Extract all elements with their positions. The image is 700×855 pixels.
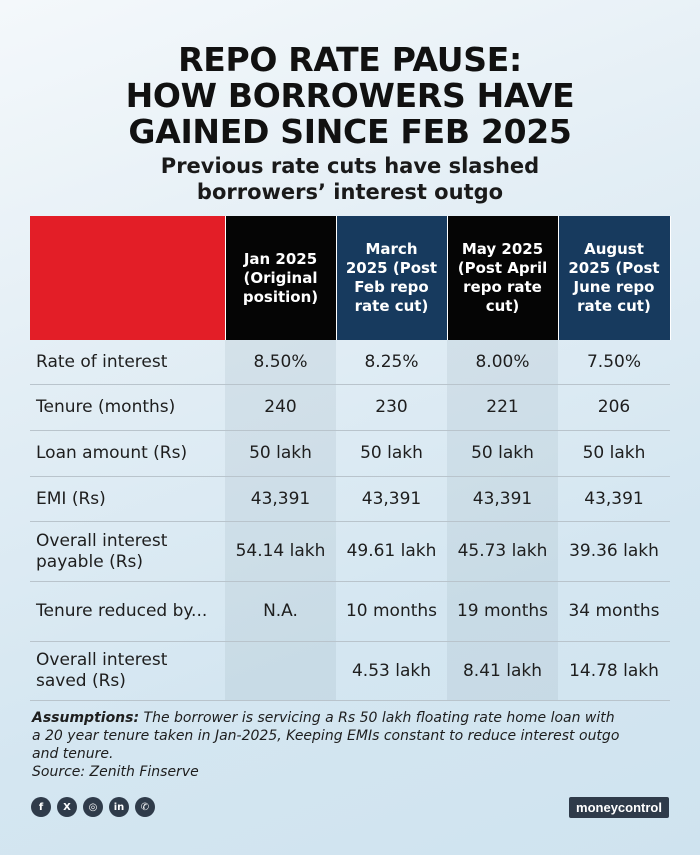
table-row [30, 385, 670, 431]
table-cell: 39.36 lakh [558, 522, 670, 582]
table-cell: 240 [225, 385, 336, 431]
table-cell: 7.50% [558, 340, 670, 385]
table-cell: 34 months [558, 582, 670, 642]
brand-logo: moneycontrol [569, 797, 669, 818]
row-label: Tenure (months) [30, 385, 225, 431]
header-blank [30, 216, 225, 340]
table-cell: 43,391 [447, 477, 558, 522]
header-jan-2025: Jan 2025 (Original position) [225, 216, 336, 340]
table-cell: 10 months [336, 582, 447, 642]
subtitle [0, 153, 700, 205]
table-cell: 50 lakh [225, 431, 336, 477]
row-label: Overall interest payable (Rs) [30, 522, 225, 582]
title-line-1: REPO RATE PAUSE: [178, 40, 522, 79]
table-cell: 8.50% [225, 340, 336, 385]
table-cell: 50 lakh [447, 431, 558, 477]
table-cell: 8.00% [447, 340, 558, 385]
instagram-icon[interactable]: ◎ [83, 797, 103, 817]
table-cell: 49.61 lakh [336, 522, 447, 582]
table-cell: 4.53 lakh [336, 642, 447, 701]
table-cell: 221 [447, 385, 558, 431]
table-cell: 43,391 [225, 477, 336, 522]
social-icons [31, 797, 155, 817]
table-cell: 230 [336, 385, 447, 431]
assumptions-note [32, 709, 622, 781]
x-icon[interactable]: X [57, 797, 77, 817]
linkedin-icon[interactable]: in [109, 797, 129, 817]
table-cell: 43,391 [558, 477, 670, 522]
table-row [30, 477, 670, 522]
row-label: EMI (Rs) [30, 477, 225, 522]
row-label: Loan amount (Rs) [30, 431, 225, 477]
table-cell: 8.25% [336, 340, 447, 385]
source-note: Source: Zenith Finserve [32, 764, 199, 780]
table-cell: 14.78 lakh [558, 642, 670, 701]
facebook-icon[interactable]: f [31, 797, 51, 817]
table-row [30, 582, 670, 642]
table-row [30, 522, 670, 582]
subtitle-line-1: Previous rate cuts have slashed [160, 154, 540, 178]
table-row [30, 642, 670, 701]
comparison-table [30, 216, 671, 701]
header-may-2025: May 2025 (Post April repo rate cut) [447, 216, 558, 340]
table-cell: 50 lakh [336, 431, 447, 477]
whatsapp-icon[interactable]: ✆ [135, 797, 155, 817]
row-label: Rate of interest [30, 340, 225, 385]
table-cell: 8.41 lakh [447, 642, 558, 701]
table-row [30, 340, 670, 385]
subtitle-line-2: borrowers’ interest outgo [196, 180, 504, 204]
table-cell: 45.73 lakh [447, 522, 558, 582]
row-label: Tenure reduced by... [30, 582, 225, 642]
table-cell: 19 months [447, 582, 558, 642]
title-line-2: HOW BORROWERS HAVE [125, 76, 575, 115]
table-cell [225, 642, 336, 701]
title-line-3: GAINED SINCE FEB 2025 [128, 112, 572, 151]
table-cell: 43,391 [336, 477, 447, 522]
table-header-row [30, 216, 670, 340]
header-march-2025: March 2025 (Post Feb repo rate cut) [336, 216, 447, 340]
assumptions-lead: Assumptions: [32, 710, 140, 726]
assumptions-text: The borrower is servicing a Rs 50 lakh floating rate home loan with a 20 year tenure taken in Jan-2025, Keeping EMIs constant to reduce interest outgo and tenure. [32, 710, 620, 762]
page-title [0, 42, 700, 150]
table-row [30, 431, 670, 477]
table-cell: 54.14 lakh [225, 522, 336, 582]
table-cell: 50 lakh [558, 431, 670, 477]
header-august-2025: August 2025 (Post June repo rate cut) [558, 216, 670, 340]
table-cell: N.A. [225, 582, 336, 642]
row-label: Overall interest saved (Rs) [30, 642, 225, 701]
table-cell: 206 [558, 385, 670, 431]
